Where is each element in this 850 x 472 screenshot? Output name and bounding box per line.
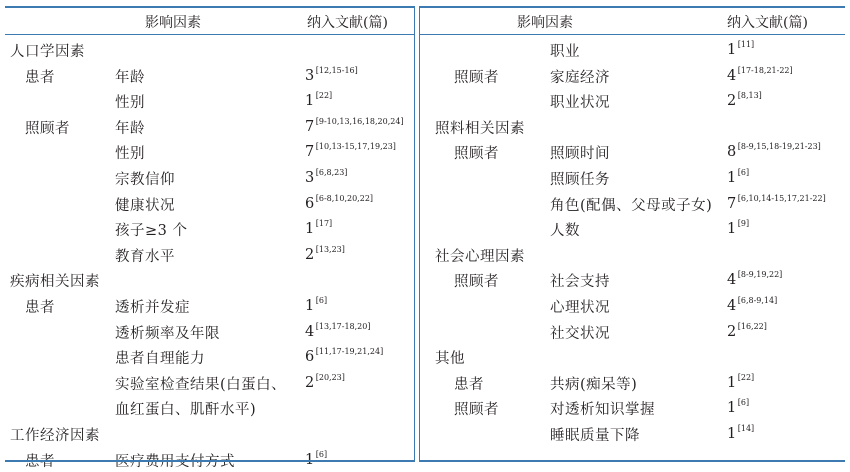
header-rule	[420, 34, 845, 35]
factor-label: 孩子≥3 个	[115, 223, 188, 240]
table-row	[420, 369, 845, 395]
factor-label: 职业	[550, 44, 580, 60]
column-divider	[414, 6, 415, 462]
table-row	[420, 292, 845, 318]
reference-count	[305, 142, 396, 160]
factor-label: 透析频率及年限	[115, 325, 220, 342]
factor-label: 心理状况	[550, 300, 610, 316]
citation-refs: [13,17-18,20]	[315, 321, 371, 331]
table-row	[420, 394, 845, 420]
count-value: 7	[727, 195, 737, 212]
reference-count	[727, 142, 821, 160]
citation-refs: [6]	[315, 296, 328, 305]
reference-count	[305, 450, 327, 468]
count-value: 7	[305, 144, 315, 161]
citation-refs: [11]	[737, 40, 755, 49]
factor-label: 年龄	[115, 69, 145, 86]
reference-count	[727, 296, 777, 314]
citation-refs: [13,23]	[315, 244, 345, 254]
factor-label: 角色(配偶、父母或子女)	[550, 197, 713, 214]
header-rule	[5, 34, 415, 35]
reference-count	[727, 91, 762, 109]
count-value: 7	[305, 118, 315, 135]
category-row	[5, 266, 415, 292]
count-value: 1	[727, 42, 737, 58]
count-value: 1	[727, 426, 737, 442]
citation-refs: [8,13]	[737, 91, 762, 101]
header-factor: 影响因素	[145, 15, 201, 31]
table-row	[420, 87, 845, 113]
category-row	[420, 241, 845, 267]
count-value: 4	[305, 323, 315, 340]
reference-count	[727, 168, 749, 186]
reference-count	[305, 219, 332, 237]
citation-refs: [17]	[315, 219, 333, 229]
count-value: 1	[305, 221, 315, 238]
count-value: 1	[727, 170, 737, 186]
table-row	[5, 190, 415, 216]
reference-count	[727, 373, 754, 391]
table-row	[5, 138, 415, 164]
count-value: 2	[305, 246, 315, 263]
citation-refs: [6]	[315, 449, 328, 459]
category-label: 其他	[435, 351, 465, 368]
factor-label: 社交状况	[550, 325, 610, 342]
reference-count	[727, 194, 826, 212]
citation-refs: [6]	[737, 398, 750, 408]
reference-count	[305, 91, 332, 109]
reference-count	[305, 117, 404, 135]
reference-count	[305, 296, 327, 314]
category-label: 工作经济因素	[10, 428, 100, 444]
reference-count	[727, 424, 754, 442]
citation-refs: [9-10,13,16,18,20,24]	[315, 116, 404, 126]
reference-count	[305, 168, 347, 186]
factor-label: 照顾时间	[550, 146, 610, 163]
factor-label: 社会支持	[550, 274, 610, 291]
citation-refs: [6,8-9,14]	[737, 296, 778, 305]
reference-count	[727, 322, 767, 340]
citation-refs: [8-9,15,18-19,21-23]	[737, 142, 821, 152]
table-row	[5, 215, 415, 241]
factor-label: 职业状况	[550, 95, 610, 112]
table-row	[420, 164, 845, 190]
count-value: 2	[727, 93, 737, 110]
bottom-rule	[420, 460, 845, 462]
citation-refs: [6-8,10,20,22]	[315, 193, 374, 203]
factor-label: 家庭经济	[550, 69, 610, 86]
factor-label: 对透析知识掌握	[550, 402, 655, 419]
citation-refs: [12,15-16]	[315, 65, 358, 75]
citation-refs: [22]	[315, 91, 333, 101]
table-row	[5, 241, 415, 267]
reference-count	[727, 270, 782, 288]
table-right-half	[420, 6, 845, 462]
count-value: 1	[727, 400, 737, 417]
reference-count	[305, 66, 358, 84]
category-label: 疾病相关因素	[10, 274, 100, 291]
count-value: 6	[305, 349, 315, 366]
count-value: 1	[305, 93, 315, 110]
factor-label: 共病(痴呆等)	[550, 376, 638, 393]
reference-count	[305, 245, 345, 263]
reference-count	[727, 219, 749, 237]
table-row	[420, 318, 845, 344]
count-value: 4	[727, 67, 737, 84]
table-row	[420, 62, 845, 88]
factor-label: 健康状况	[115, 197, 175, 214]
reference-count	[305, 194, 373, 212]
citation-refs: [20,23]	[315, 372, 345, 382]
subject-label: 照顾者	[454, 69, 499, 86]
count-value: 4	[727, 298, 737, 314]
subject-label: 照顾者	[454, 146, 499, 163]
table-row	[5, 62, 415, 88]
table-left-half	[5, 6, 415, 462]
count-value: 4	[727, 272, 737, 289]
header-factor: 影响因素	[517, 15, 573, 31]
subject-label: 照顾者	[454, 274, 499, 291]
factor-label: 照顾任务	[550, 172, 610, 188]
category-row	[420, 343, 845, 369]
citation-refs: [14]	[737, 424, 755, 433]
factor-label: 人数	[550, 223, 580, 240]
reference-count	[305, 347, 383, 365]
subject-label: 患者	[454, 376, 484, 393]
table-row	[5, 318, 415, 344]
category-label: 社会心理因素	[435, 248, 525, 265]
count-value: 2	[727, 323, 737, 340]
count-value: 6	[305, 195, 315, 212]
subject-label: 照顾者	[454, 402, 499, 419]
table-row	[420, 266, 845, 292]
table-row	[420, 138, 845, 164]
category-label: 人口学因素	[10, 44, 85, 60]
factor-label: 宗教信仰	[115, 172, 175, 188]
citation-refs: [9]	[737, 219, 750, 229]
citation-refs: [8-9,19,22]	[737, 270, 783, 280]
citation-refs: [6,8,23]	[315, 168, 348, 177]
category-label: 照料相关因素	[435, 120, 525, 137]
table-row	[420, 36, 845, 62]
count-value: 3	[305, 170, 315, 186]
factor-label: 患者自理能力	[115, 351, 205, 368]
count-value: 3	[305, 67, 315, 84]
top-rule	[420, 6, 845, 8]
count-value: 1	[727, 374, 737, 391]
top-rule	[5, 6, 415, 8]
table-row	[5, 369, 415, 395]
count-value: 1	[305, 298, 315, 314]
reference-count	[727, 40, 754, 58]
table-row	[420, 420, 845, 446]
table-row	[5, 164, 415, 190]
factor-label: 教育水平	[115, 248, 175, 265]
category-row	[5, 420, 415, 446]
table-row	[5, 343, 415, 369]
factor-label: 性别	[115, 146, 145, 163]
header-count: 纳入文献(篇)	[307, 15, 388, 31]
table-row	[5, 394, 415, 420]
factor-label: 性别	[115, 95, 145, 112]
citation-refs: [22]	[737, 372, 755, 382]
count-value: 1	[727, 221, 737, 238]
header-count: 纳入文献(篇)	[727, 15, 808, 31]
table-row	[420, 190, 845, 216]
reference-count	[727, 66, 793, 84]
subject-label: 患者	[25, 69, 55, 86]
bottom-rule	[5, 460, 415, 462]
citation-refs: [6]	[737, 168, 750, 177]
reference-count	[305, 373, 345, 391]
category-row	[5, 36, 415, 62]
reference-count	[727, 398, 749, 416]
subject-label: 照顾者	[25, 120, 70, 137]
factor-label: 血红蛋白、肌酐水平)	[115, 402, 257, 419]
factor-label: 年龄	[115, 120, 145, 137]
citation-refs: [6,10,14-15,17,21-22]	[737, 193, 826, 203]
table-row	[5, 292, 415, 318]
factor-label: 透析并发症	[115, 300, 190, 316]
citation-refs: [10,13-15,17,19,23]	[315, 142, 396, 152]
table-row	[5, 113, 415, 139]
count-value: 8	[727, 144, 737, 161]
citation-refs: [17-18,21-22]	[737, 65, 793, 75]
table-row	[420, 215, 845, 241]
reference-count	[305, 322, 370, 340]
subject-label: 患者	[25, 300, 55, 316]
citation-refs: [16,22]	[737, 321, 767, 331]
table-row	[5, 87, 415, 113]
category-row	[420, 113, 845, 139]
factor-label: 实验室检查结果(白蛋白、	[115, 376, 287, 393]
citation-refs: [11,17-19,21,24]	[315, 347, 384, 357]
factor-label: 睡眠质量下降	[550, 428, 640, 444]
count-value: 2	[305, 374, 315, 391]
